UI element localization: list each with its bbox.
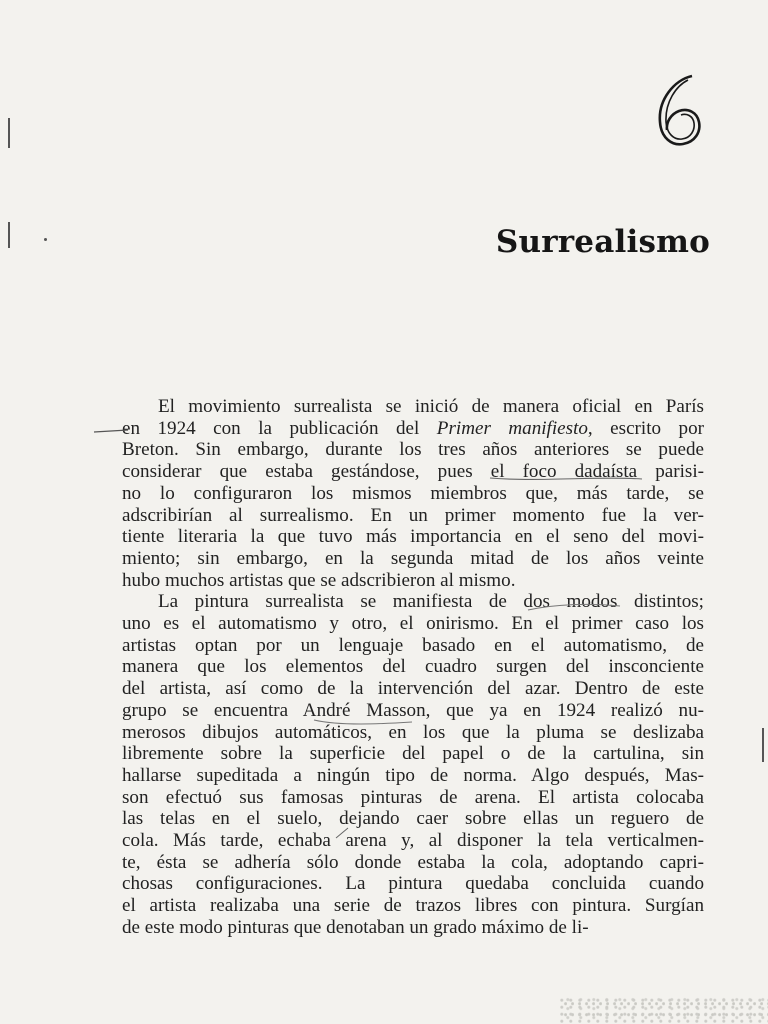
text-segment: no lo configuraron los mismos miembros que, más tarde, se: [122, 482, 704, 504]
text-segment: del artista, así como de la intervención del azar. Dentro de este: [122, 678, 704, 700]
text-segment: uno es el automatismo y otro, el onirismo. En el primer caso los: [122, 613, 704, 635]
text-segment: libremente sobre la superficie del papel o de la cartulina, sin: [122, 743, 704, 765]
text-segment: tiente literaria la que tuvo más importancia en el seno del movi-: [122, 526, 704, 548]
text-segment: hubo muchos artistas que se adscribieron al mismo.: [122, 569, 516, 591]
text-segment: manera que los elementos del cuadro surgen del insconciente: [122, 656, 704, 678]
text-segment: Breton. Sin embargo, durante los tres años anteriores se puede: [122, 439, 704, 461]
book-title-italic: Primer manifiesto: [436, 417, 588, 439]
text-segment: son efectuó sus famosas pinturas de arena. El artista colocaba: [122, 786, 704, 808]
chapter-title: Surrealismo: [495, 224, 710, 260]
text-segment: considerar que estaba gestándose, pues el foco dadaísta parisi-: [122, 461, 704, 483]
text-segment: de este modo pinturas que denotaban un grado máximo de li-: [122, 916, 589, 938]
text-segment: artistas optan por un lenguaje basado en el automatismo, de: [122, 634, 704, 656]
text-segment: en 1924 con la publicación del: [122, 417, 437, 439]
text-segment: adscribirían al surrealismo. En un primer momento fue la ver-: [122, 504, 704, 526]
text-segment: chosas configuraciones. La pintura quedaba concluida cuando: [122, 873, 704, 895]
text-segment: merosos dibujos automáticos, en los que la pluma se deslizaba: [122, 721, 704, 743]
text-segment: El movimiento surrealista se inició de manera oficial en París: [158, 396, 704, 417]
text-segment: las telas en el suelo, dejando caer sobre ellas un reguero de: [122, 808, 704, 830]
text-segment: grupo se encuentra André Masson, que ya en 1924 realizó nu-: [122, 699, 704, 721]
text-segment: te, ésta se adhería sólo donde estaba la cola, adoptando capri-: [122, 851, 704, 873]
text-segment: hallarse supeditada a ningún tipo de norma. Algo después, Mas-: [122, 764, 704, 786]
text-segment: cola. Más tarde, echaba arena y, al disponer la tela verticalmen-: [122, 830, 704, 852]
scan-noise: [560, 996, 768, 1024]
text-segment: , escrito por: [587, 417, 704, 439]
text-segment: el artista realizaba una serie de trazos libres con pintura. Surgían: [122, 895, 704, 917]
text-segment: La pintura surrealista se manifiesta de dos modos distintos;: [158, 591, 704, 613]
text-segment: miento; sin embargo, en la segunda mitad de los años veinte: [122, 547, 704, 569]
